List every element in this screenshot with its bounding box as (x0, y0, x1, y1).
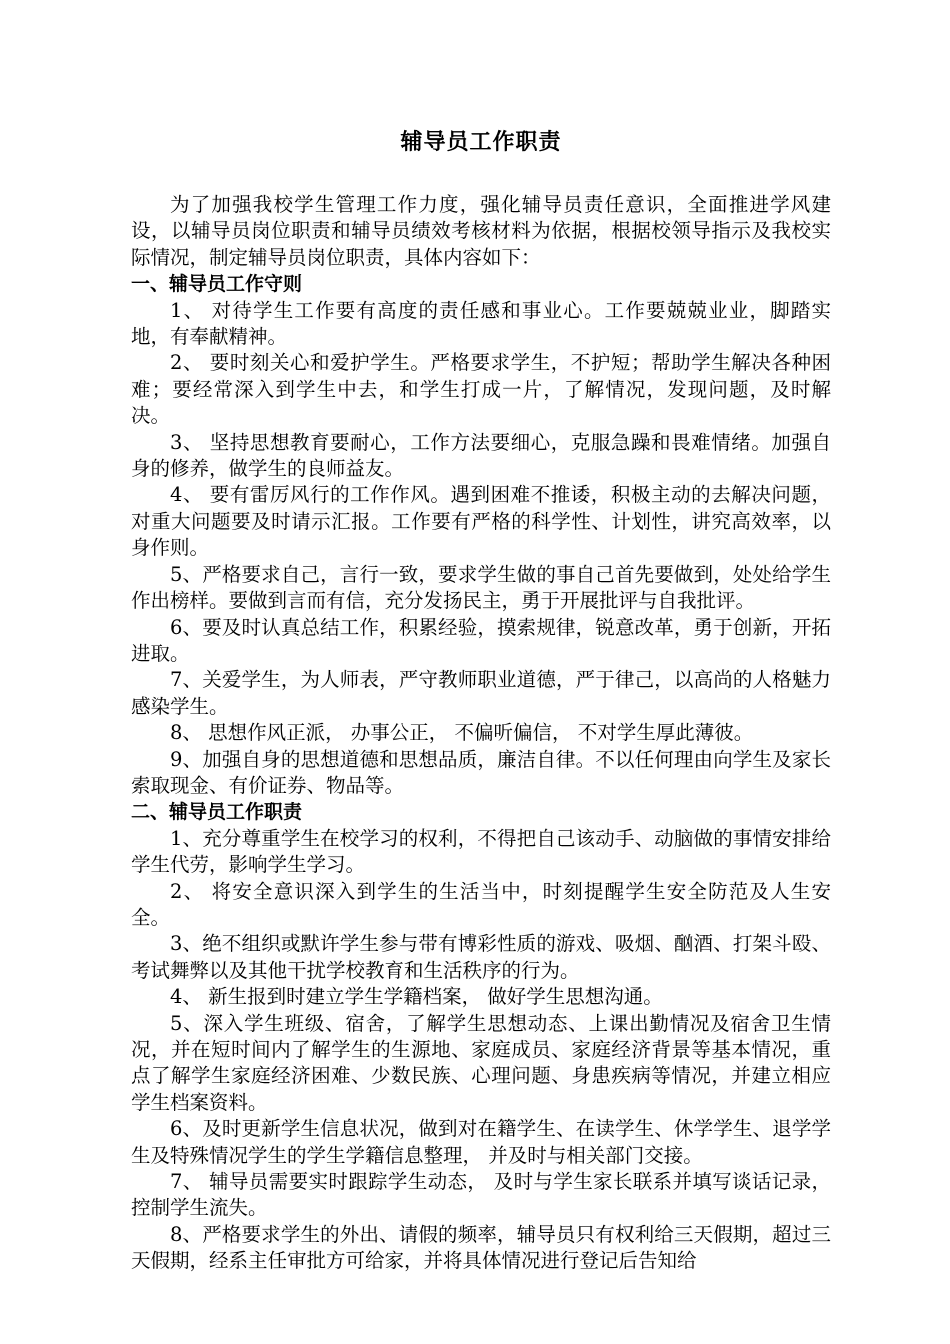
document-title: 辅导员工作职责 (400, 130, 562, 155)
list-item: 3、绝不组织或默许学生参与带有博彩性质的游戏、吸烟、酗酒、打架斗殴、考试舞弊以及其他干扰学校教育和生活秩序的行为。 (131, 932, 831, 982)
list-item: 2、 将安全意识深入到学生的生活当中，时刻提醒学生安全防范及人生安全。 (131, 879, 831, 929)
list-item: 8、严格要求学生的外出、请假的频率，辅导员只有权利给三天假期，超过三天假期，经系主任审批方可给家，并将具体情况进行登记后告知给 (131, 1222, 831, 1273)
section-duties (131, 799, 831, 1274)
list-item: 2、 要时刻关心和爱护学生。严格要求学生，不护短；帮助学生解决各种困难；要经常深入到学生中去，和学生打成一片，了解情况，发现问题，及时解决。 (131, 351, 831, 428)
list-item: 6、要及时认真总结工作，积累经验，摸索规律，锐意改革，勇于创新，开拓进取。 (131, 615, 831, 665)
list-item: 5、深入学生班级、宿舍，了解学生思想动态、上课出勤情况及宿舍卫生情况，并在短时间内了解学生的生源地、家庭成员、家庭经济背景等基本情况，重点了解学生家庭经济困难、少数民族、心理问题、身患疾病等情况，并建立相应学生档案资料。 (131, 1011, 831, 1114)
list-item: 1、 对待学生工作要有高度的责任感和事业心。工作要兢兢业业，脚踏实地，有奉献精神。 (131, 298, 831, 349)
list-item: 6、及时更新学生信息状况，做到对在籍学生、在读学生、休学学生、退学学生及特殊情况学生的学生学籍信息整理， 并及时与相关部门交接。 (131, 1117, 831, 1167)
list-item: 9、加强自身的思想道德和思想品质，廉洁自律。不以任何理由向学生及家长索取现金、有价证券、物品等。 (131, 747, 831, 797)
list-item: 7、关爱学生，为人师表，严守教师职业道德，严于律己，以高尚的人格魅力感染学生。 (131, 668, 831, 718)
list-item: 4、 新生报到时建立学生学籍档案， 做好学生思想沟通。 (170, 985, 663, 1009)
list-item: 8、 思想作风正派， 办事公正， 不偏听偏信， 不对学生厚此薄彼。 (170, 721, 754, 745)
document-body (131, 192, 831, 1275)
intro-paragraph: 为了加强我校学生管理工作力度，强化辅导员责任意识，全面推进学风建设，以辅导员岗位职责和辅导员绩效考核材料为依据，根据校领导指示及我校实际情况，制定辅导员岗位职责，具体内容如下： (131, 193, 831, 269)
section-rules (131, 271, 831, 799)
list-item: 3、 坚持思想教育要耐心，工作方法要细心，克服急躁和畏难情绪。加强自身的修养，做学生的良师益友。 (131, 430, 831, 481)
list-item: 7、 辅导员需要实时跟踪学生动态， 及时与学生家长联系并填写谈话记录， 控制学生流失。 (131, 1170, 831, 1220)
list-item: 5、严格要求自己，言行一致，要求学生做的事自己首先要做到，处处给学生作出榜样。要做到言而有信，充分发扬民主，勇于开展批评与自我批评。 (131, 562, 831, 613)
list-item: 1、充分尊重学生在校学习的权利，不得把自己该动手、动脑做的事情安排给学生代劳，影响学生学习。 (131, 826, 831, 877)
list-item: 4、 要有雷厉风行的工作作风。遇到困难不推诿，积极主动的去解决问题，对重大问题要及时请示汇报。工作要有严格的科学性、计划性，讲究高效率，以身作则。 (131, 483, 831, 560)
section-heading: 二、辅导员工作职责 (131, 801, 303, 824)
section-heading: 一、辅导员工作守则 (131, 273, 303, 296)
